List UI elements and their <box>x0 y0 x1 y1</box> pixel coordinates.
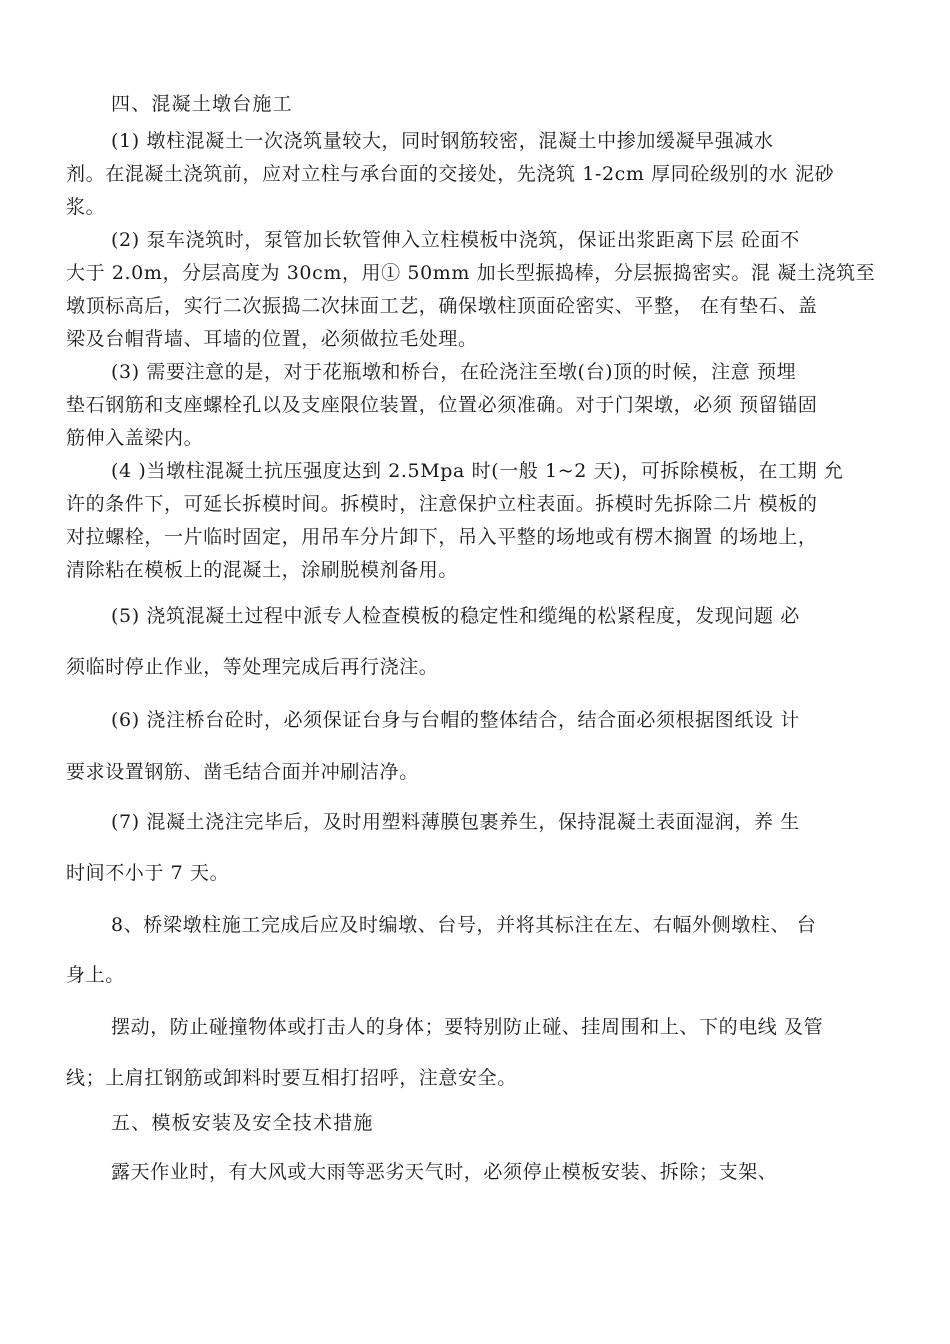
paragraph-3-line-2: 垫石钢筋和支座螺栓孔以及支座限位装置，位置必须准确。对于门架墩，必须 预留锚固 <box>66 394 818 416</box>
paragraph-4-line-1: (4 )当墩柱混凝土抗压强度达到 2.5Mpa 时(一般 1~2 天)，可拆除模板，在工期 允 <box>111 460 844 482</box>
paragraph-1-line-3: 浆。 <box>66 196 106 218</box>
paragraph-1-line-2: 剂。在混凝土浇筑前，应对立柱与承台面的交接处，先浇筑 1-2cm 厚同砼级别的水 泥砂 <box>66 163 835 185</box>
paragraph-5-line-2: 须临时停止作业，等处理完成后再行浇注。 <box>66 656 439 678</box>
section-heading-5: 五、模板安装及安全技术措施 <box>111 1112 374 1134</box>
paragraph-2-line-3: 墩顶标高后，实行二次振捣二次抹面工艺，确保墩柱顶面砼密实、平整， 在有垫石、盖 <box>66 295 818 317</box>
paragraph-2-line-2: 大于 2.0m，分层高度为 30cm，用① 50mm 加长型振捣棒，分层振捣密实。混 凝土浇筑至 <box>66 262 876 284</box>
paragraph-7-line-1: (7) 混凝土浇注完毕后，及时用塑料薄膜包裹养生，保持混凝土表面湿润，养 生 <box>111 811 800 833</box>
paragraph-9-line-1: 摆动，防止碰撞物体或打击人的身体；要特别防止碰、挂周围和上、下的电线 及管 <box>111 1016 824 1038</box>
paragraph-4-line-2: 许的条件下，可延长拆模时间。拆模时，注意保护立柱表面。拆模时先拆除二片 模板的 <box>66 493 818 515</box>
paragraph-3-line-3: 筋伸入盖梁内。 <box>66 427 204 449</box>
paragraph-6-line-1: (6) 浇注桥台砼时，必须保证台身与台帽的整体结合，结合面必须根据图纸设 计 <box>111 709 800 731</box>
paragraph-10-line-1: 露天作业时，有大风或大雨等恶劣天气时，必须停止模板安装、拆除；支架、 <box>111 1161 778 1183</box>
paragraph-9-line-2: 线；上肩扛钢筋或卸料时要互相打招呼，注意安全。 <box>66 1067 517 1089</box>
paragraph-4-line-3: 对拉螺栓，一片临时固定，用吊车分片卸下，吊入平整的场地或有楞木搁置 的场地上， <box>66 526 818 548</box>
paragraph-2-line-4: 梁及台帽背墙、耳墙的位置，必须做拉毛处理。 <box>66 328 478 350</box>
paragraph-8-line-1: 8、桥梁墩柱施工完成后应及时编墩、台号，并将其标注在左、右幅外侧墩柱、 台 <box>111 914 817 936</box>
paragraph-5-line-1: (5) 浇筑混凝土过程中派专人检查模板的稳定性和缆绳的松紧程度，发现问题 必 <box>111 605 800 627</box>
paragraph-6-line-2: 要求设置钢筋、凿毛结合面并冲刷洁净。 <box>66 761 419 783</box>
paragraph-3-line-1: (3) 需要注意的是，对于花瓶墩和桥台，在砼浇注至墩(台)顶的时候，注意 预埋 <box>111 361 797 383</box>
paragraph-7-line-2: 时间不小于 7 天。 <box>66 862 230 884</box>
paragraph-4-line-4: 清除粘在模板上的混凝土，涂刷脱模剂备用。 <box>66 559 459 581</box>
section-heading-4: 四、混凝土墩台施工 <box>111 93 293 115</box>
paragraph-8-line-2: 身上。 <box>66 964 125 986</box>
paragraph-2-line-1: (2) 泵车浇筑时，泵管加长软管伸入立柱模板中浇筑，保证出浆距离下层 砼面不 <box>111 229 800 251</box>
paragraph-1-line-1: (1) 墩柱混凝土一次浇筑量较大，同时钢筋较密，混凝土中掺加缓凝早强减水 <box>111 130 774 152</box>
